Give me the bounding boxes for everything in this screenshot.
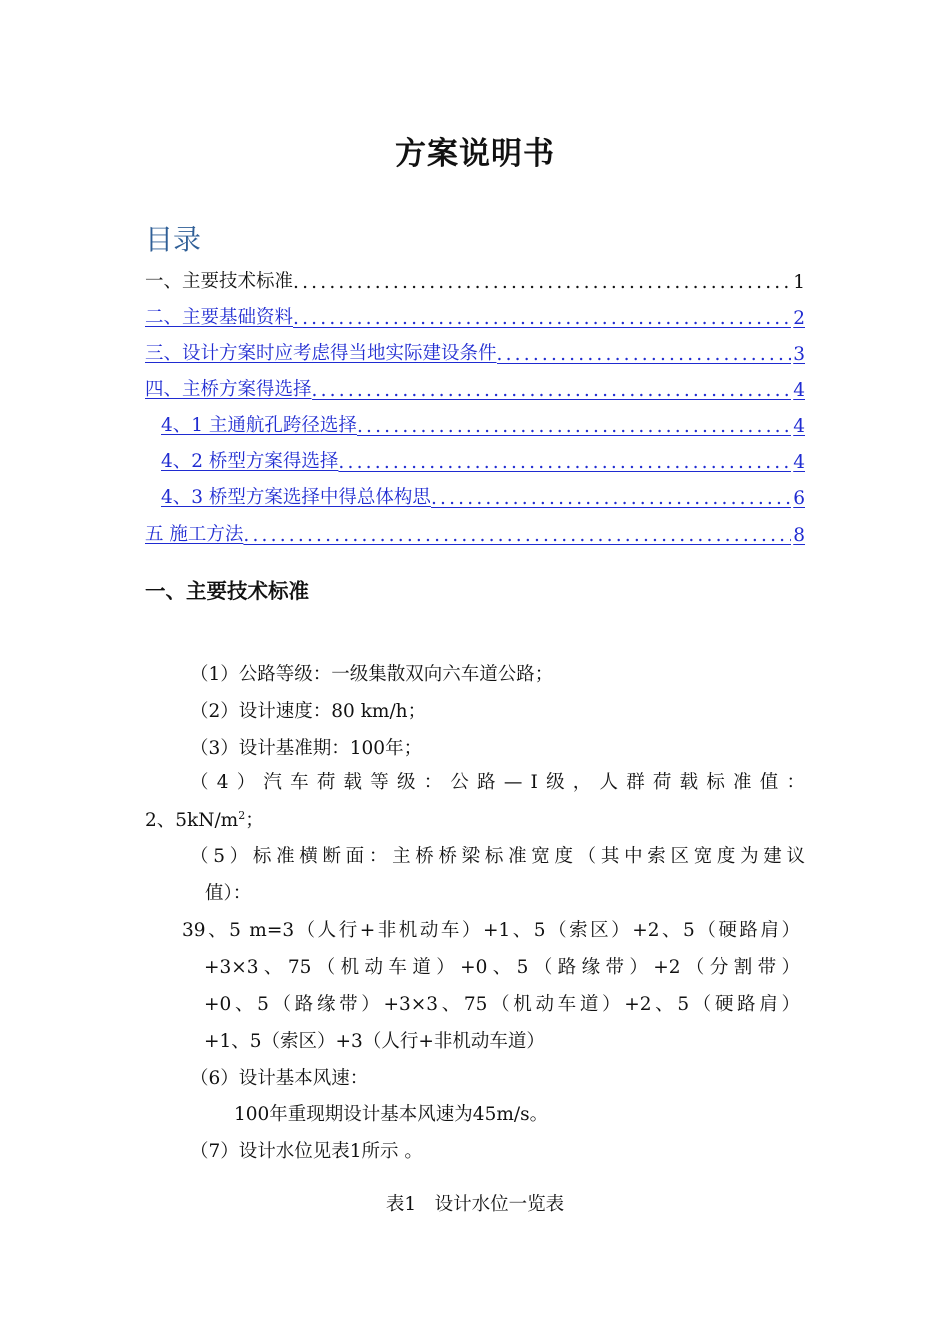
toc-item-text: 二、主要基础资料: [145, 307, 294, 328]
load-value: 2、5kN/m: [145, 810, 239, 831]
toc-leader: [357, 416, 791, 437]
toc-item-page: 3: [793, 344, 805, 365]
spec-item-6: （6）设计基本风速：: [190, 1068, 369, 1089]
spec-item-5-cont: 值）：: [205, 883, 252, 904]
toc-item-page: 8: [793, 525, 805, 546]
toc-item-4-3[interactable]: [161, 479, 805, 509]
toc-item-text: 4、3 桥型方案选择中得总体构思: [161, 487, 431, 508]
toc-item-page: 6: [793, 488, 805, 509]
toc-item-text: 三、设计方案时应考虑得当地实际建设条件: [145, 343, 497, 364]
spec-item-4: （4）汽车荷载等级：公路—Ⅰ级，人群荷载标准值：: [190, 772, 805, 793]
toc-item-2[interactable]: [145, 299, 805, 329]
spec-item-6-detail: 100年重现期设计基本风速为45m/s。: [234, 1104, 549, 1125]
toc-leader: [312, 380, 792, 401]
toc-item-4-1[interactable]: [161, 407, 805, 437]
toc-item-text: 4、2 桥型方案得选择: [161, 451, 339, 472]
toc-item-text: 五 施工方法: [145, 524, 244, 545]
toc-item-page: 2: [793, 308, 805, 329]
spec-item-3: （3）设计基准期：100年；: [190, 738, 423, 759]
spec-item-7: （7）设计水位见表1所示 。: [190, 1141, 423, 1162]
toc-item-text: 一、主要技术标准: [145, 271, 294, 292]
spec-item-5: （5）标准横断面：主桥桥梁标准宽度（其中索区宽度为建议: [190, 846, 805, 867]
toc-item-page: 1: [793, 272, 805, 293]
toc-leader: [497, 344, 792, 365]
toc-item-text: 4、1 主通航孔跨径选择: [161, 415, 357, 436]
toc-item-text: 四、主桥方案得选择: [145, 379, 312, 400]
toc-item-4-2[interactable]: [161, 443, 805, 473]
toc-item-1: [145, 263, 805, 293]
spec-item-2: （2）设计速度：80 km/h；: [190, 701, 427, 722]
toc-leader: [243, 525, 791, 546]
toc-leader: [431, 488, 791, 509]
toc-item-page: 4: [793, 452, 805, 473]
spec-item-1: （1）公路等级：一级集散双向六车道公路；: [190, 664, 554, 685]
punctuation: ；: [245, 810, 264, 831]
toc-item-3[interactable]: [145, 335, 805, 365]
toc-leader: [293, 272, 791, 293]
toc-item-page: 4: [793, 416, 805, 437]
spec-item-4-cont: [145, 806, 264, 832]
toc-item-4[interactable]: [145, 371, 805, 401]
toc-item-5[interactable]: [145, 516, 805, 546]
cross-section-line-1: 39、5 m=3（人行+非机动车）+1、5（索区）+2、5（硬路肩）: [182, 920, 800, 941]
section-heading: 一、主要技术标准: [145, 579, 309, 603]
superscript: 2: [238, 808, 246, 822]
document-title: 方案说明书: [395, 136, 555, 172]
cross-section-line-4: +1、5（索区）+3（人行+非机动车道）: [204, 1031, 545, 1052]
toc-leader: [338, 452, 791, 473]
table-caption: 表1 设计水位一览表: [385, 1194, 565, 1215]
cross-section-line-2: +3×3、75（机动车道）+0、5（路缘带）+2（分割带）: [204, 957, 800, 978]
cross-section-line-3: +0、5（路缘带）+3×3、75（机动车道）+2、5（硬路肩）: [204, 994, 800, 1015]
toc-leader: [293, 308, 791, 329]
toc-heading: 目录: [145, 223, 202, 256]
toc-item-page: 4: [793, 380, 805, 401]
